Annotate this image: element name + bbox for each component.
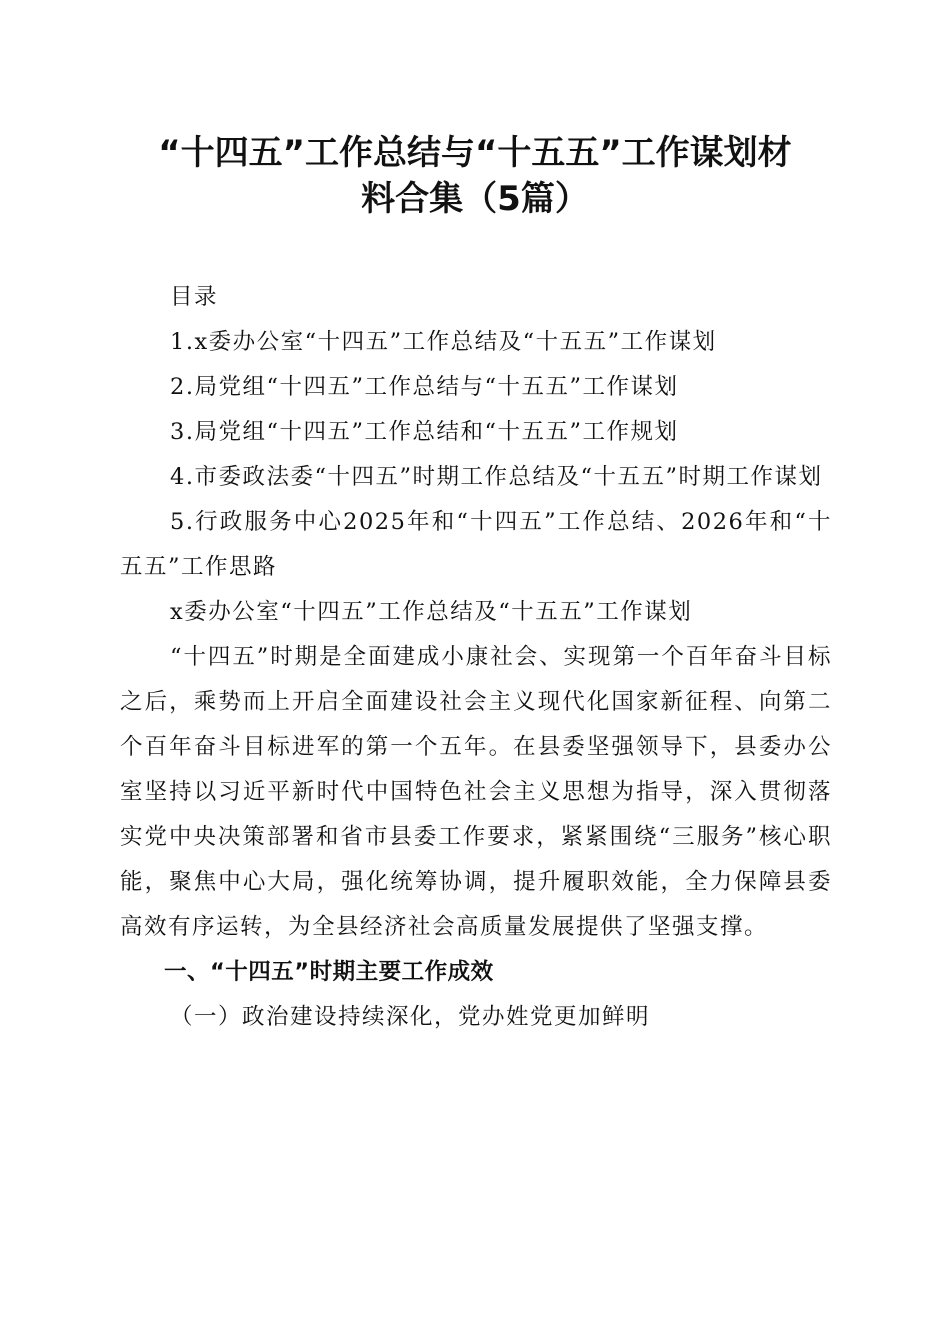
document-body bbox=[120, 275, 832, 1040]
document-title bbox=[110, 130, 840, 222]
heading-level-2: （一）政治建设持续深化，党办姓党更加鲜明 bbox=[170, 1004, 651, 1030]
toc-item-1: 1.x委办公室“十四五”工作总结及“十五五”工作谋划 bbox=[170, 329, 717, 355]
toc-item-2: 2.局党组“十四五”工作总结与“十五五”工作谋划 bbox=[170, 374, 679, 400]
toc-heading: 目录 bbox=[170, 284, 219, 310]
title-line-1: “十四五”工作总结与“十五五”工作谋划材 bbox=[158, 133, 792, 173]
intro-paragraph: “十四五”时期是全面建成小康社会、实现第一个百年奋斗目标之后，乘势而上开启全面建设社会主义现代化国家新征程、向第二个百年奋斗目标进军的第一个五年。在县委坚强领导下，县委办公室坚持以习近平新时代中国特色社会主义思想为指导，深入贯彻落实党中央决策部署和省市县委工作要求，紧紧围绕“三服务”核心职能，聚焦中心大局，强化统筹协调，提升履职效能，全力保障县委高效有序运转，为全县经济社会高质量发展提供了坚强支撑。 bbox=[120, 644, 832, 940]
heading-level-1: 一、“十四五”时期主要工作成效 bbox=[164, 959, 494, 985]
toc-item-4: 4.市委政法委“十四五”时期工作总结及“十五五”时期工作谋划 bbox=[170, 464, 823, 490]
section-title: x委办公室“十四五”工作总结及“十五五”工作谋划 bbox=[170, 599, 693, 625]
toc-item-5: 5.行政服务中心2025年和“十四五”工作总结、2026年和“十五五”工作思路 bbox=[120, 509, 832, 580]
title-line-2: 料合集（5篇） bbox=[361, 179, 589, 219]
toc-item-3: 3.局党组“十四五”工作总结和“十五五”工作规划 bbox=[170, 419, 679, 445]
